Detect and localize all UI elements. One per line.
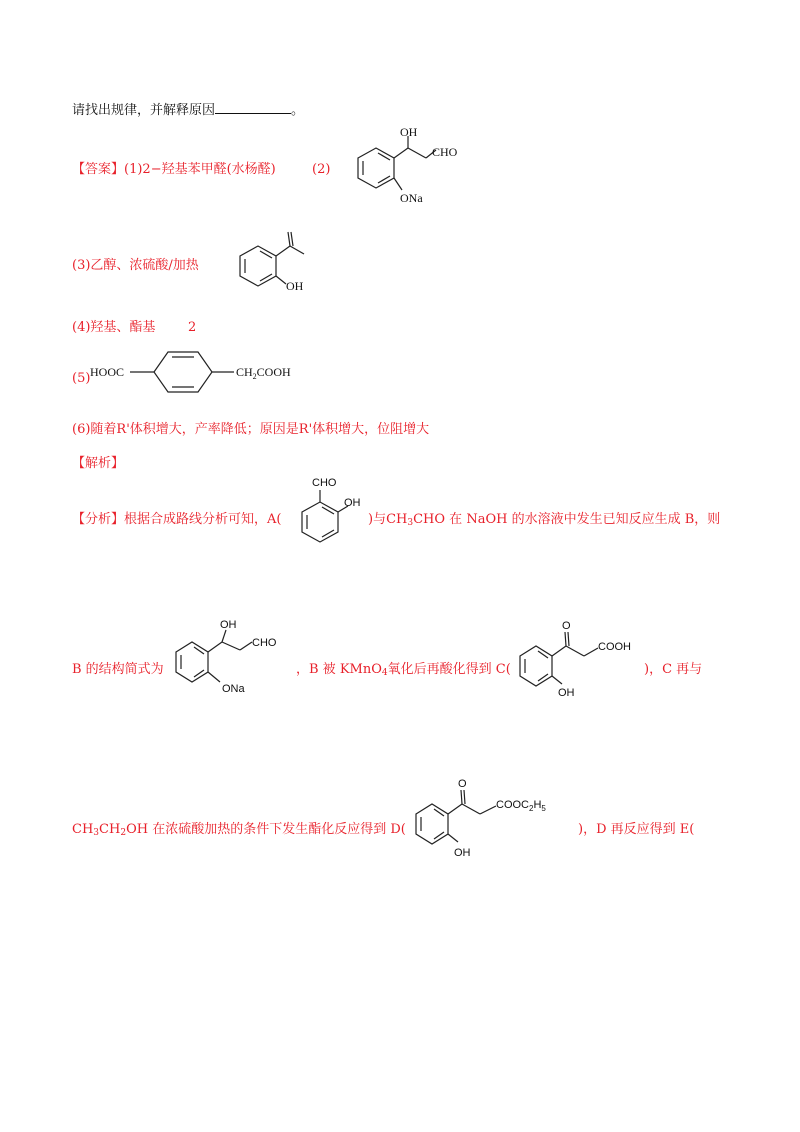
answer-3: (3)乙醇、浓硫酸/加热 bbox=[72, 258, 199, 273]
analysis-line-2b: ，B 被 KMnO$_4$氧化后再酸化得到 C( bbox=[296, 662, 511, 678]
structure-b bbox=[170, 612, 290, 702]
answer-4-count: 2 bbox=[188, 320, 197, 335]
answer-label: 【答案】 bbox=[72, 162, 125, 177]
answer-1: (1)2−羟基苯甲醛(水杨醛) bbox=[124, 162, 276, 177]
answer-line-1 bbox=[72, 162, 276, 178]
oh-label: OH bbox=[220, 619, 237, 631]
answer-4: (4)羟基、酯基 bbox=[72, 320, 156, 335]
structure-diacid-answer bbox=[88, 340, 328, 400]
analysis-line-2a: B 的结构简式为 bbox=[72, 662, 164, 677]
answer-2-label: (2) bbox=[312, 162, 331, 177]
oh-label: OH bbox=[558, 687, 575, 699]
ch2cooh-label: $CH_2COOH$ bbox=[236, 365, 291, 381]
hooc-label: HOOC bbox=[90, 365, 125, 379]
analysis-line-2c: )，C 再与 bbox=[644, 662, 703, 677]
ona-label: ONa bbox=[400, 191, 423, 205]
analysis-line-1a: 【分析】根据合成路线分析可知，A( bbox=[72, 512, 282, 527]
oh-label: OH bbox=[400, 125, 418, 139]
o-label: O bbox=[458, 778, 467, 790]
answer-blank bbox=[215, 101, 291, 114]
cooh-label: COOH bbox=[598, 641, 631, 653]
o-label: O bbox=[562, 620, 571, 632]
answer-6: (6)随着R'体积增大，产率降低；原因是R'体积增大，位阻增大 bbox=[72, 422, 430, 437]
analysis-line-3a: $CH_3CH_2OH$ 在浓硫酸加热的条件下发生酯化反应得到 D( bbox=[72, 822, 406, 838]
cho-label: CHO bbox=[312, 477, 337, 489]
analysis-line-1b: )与$CH_3CHO$ 在 NaOH 的水溶液中发生已知反应生成 B，则 bbox=[368, 512, 721, 528]
structure-c bbox=[512, 616, 652, 706]
analysis-label: 【解析】 bbox=[72, 456, 125, 471]
structure-ketone-answer bbox=[232, 218, 322, 298]
ester-label: $COOC_2H_5$ bbox=[496, 799, 546, 813]
oh-label: OH bbox=[454, 847, 471, 859]
ona-label: ONa bbox=[222, 683, 245, 695]
structure-a bbox=[290, 474, 370, 554]
answer-5-label: (5) bbox=[72, 371, 91, 386]
structure-d bbox=[408, 774, 578, 866]
analysis-line-3b: )，D 再反应得到 E( bbox=[578, 822, 695, 837]
cho-label: CHO bbox=[252, 637, 277, 649]
oh-label: OH bbox=[344, 497, 361, 509]
cho-label: CHO bbox=[432, 145, 458, 159]
question-tail: 请找出规律，并解释原因 。 bbox=[72, 103, 305, 118]
oh-label: OH bbox=[286, 279, 304, 293]
structure-b-answer bbox=[328, 118, 468, 218]
